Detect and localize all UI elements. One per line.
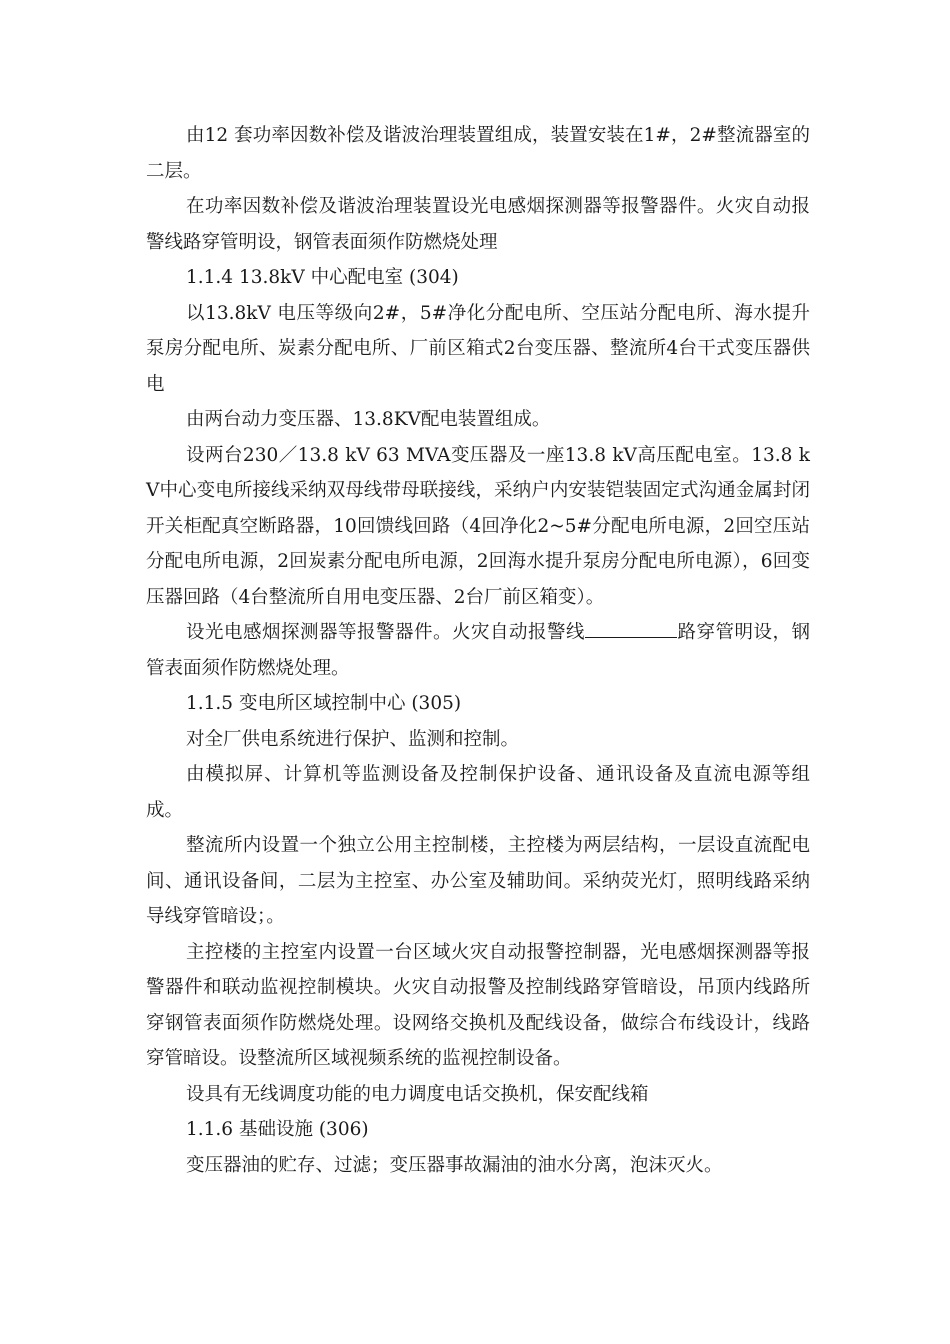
paragraph-with-blank (146, 615, 810, 686)
paragraph: 变压器油的贮存、过滤；变压器事故漏油的油水分离，泡沫灭火。 (186, 1154, 723, 1176)
paragraph-text-after-blank: 路穿管明设，钢管表面须作防燃烧处理。 (146, 622, 810, 679)
paragraph: 主控楼的主控室内设置一台区域火灾自动报警控制器，光电感烟探测器等报警器件和联动监视控制模块。火灾自动报警及控制线路穿管暗设，吊顶内线路所穿钢管表面须作防燃烧处理。设网络交换机及配线设备，做综合布线设计，线路穿管暗设。设整流所区域视频系统的监视控制设备。 (146, 941, 810, 1069)
paragraph: 在功率因数补偿及谐波治理装置设光电感烟探测器等报警器件。火灾自动报警线路穿管明设，钢管表面须作防燃烧处理 (146, 196, 810, 253)
paragraph: 由模拟屏、计算机等监测设备及控制保护设备、通讯设备及直流电源等组成。 (146, 764, 810, 821)
paragraph: 由12 套功率因数补偿及谐波治理装置组成，装置安装在1#，2#整流器室的二层。 (146, 125, 810, 182)
section-heading: 1.1.6 基础设施 (306) (186, 1119, 369, 1140)
paragraph: 由两台动力变压器、13.8KV配电装置组成。 (186, 409, 551, 430)
paragraph: 设具有无线调度功能的电力调度电话交换机，保安配线箱 (186, 1083, 649, 1105)
paragraph: 设两台230／13.8 kV 63 MVA变压器及一座13.8 kV高压配电室。13.8 kV中心变电所接线采纳双母线带母联接线，采纳户内安装铠装固定式沟通金属封闭开关柜配真空断路器，10回馈线回路（4回净化2~5#分配电所电源，2回空压站分配电所电源，2回炭素分配电所电源，2回海水提升泵房分配电所电源），6回变压器回路（4台整流所自用电变压器、2台厂前区箱变）。 (146, 444, 810, 608)
paragraph: 对全厂供电系统进行保护、监测和控制。 (186, 728, 520, 750)
paragraph: 整流所内设置一个独立公用主控制楼，主控楼为两层结构，一层设直流配电间、通讯设备间，二层为主控室、办公室及辅助间。采纳荧光灯，照明线路采纳导线穿管暗设；。 (146, 835, 810, 927)
section-heading: 1.1.4 13.8kV 中心配电室 (304) (186, 267, 459, 288)
paragraph: 以13.8kV 电压等级向2#，5#净化分配电所、空压站分配电所、海水提升泵房分配电所、炭素分配电所、厂前区箱式2台变压器、整流所4台干式变压器供电 (146, 302, 810, 395)
section-heading: 1.1.5 变电所区域控制中心 (305) (186, 693, 462, 714)
paragraph-text-before-blank: 设光电感烟探测器等报警器件。火灾自动报警线 (186, 622, 585, 643)
fill-in-blank (585, 617, 677, 638)
